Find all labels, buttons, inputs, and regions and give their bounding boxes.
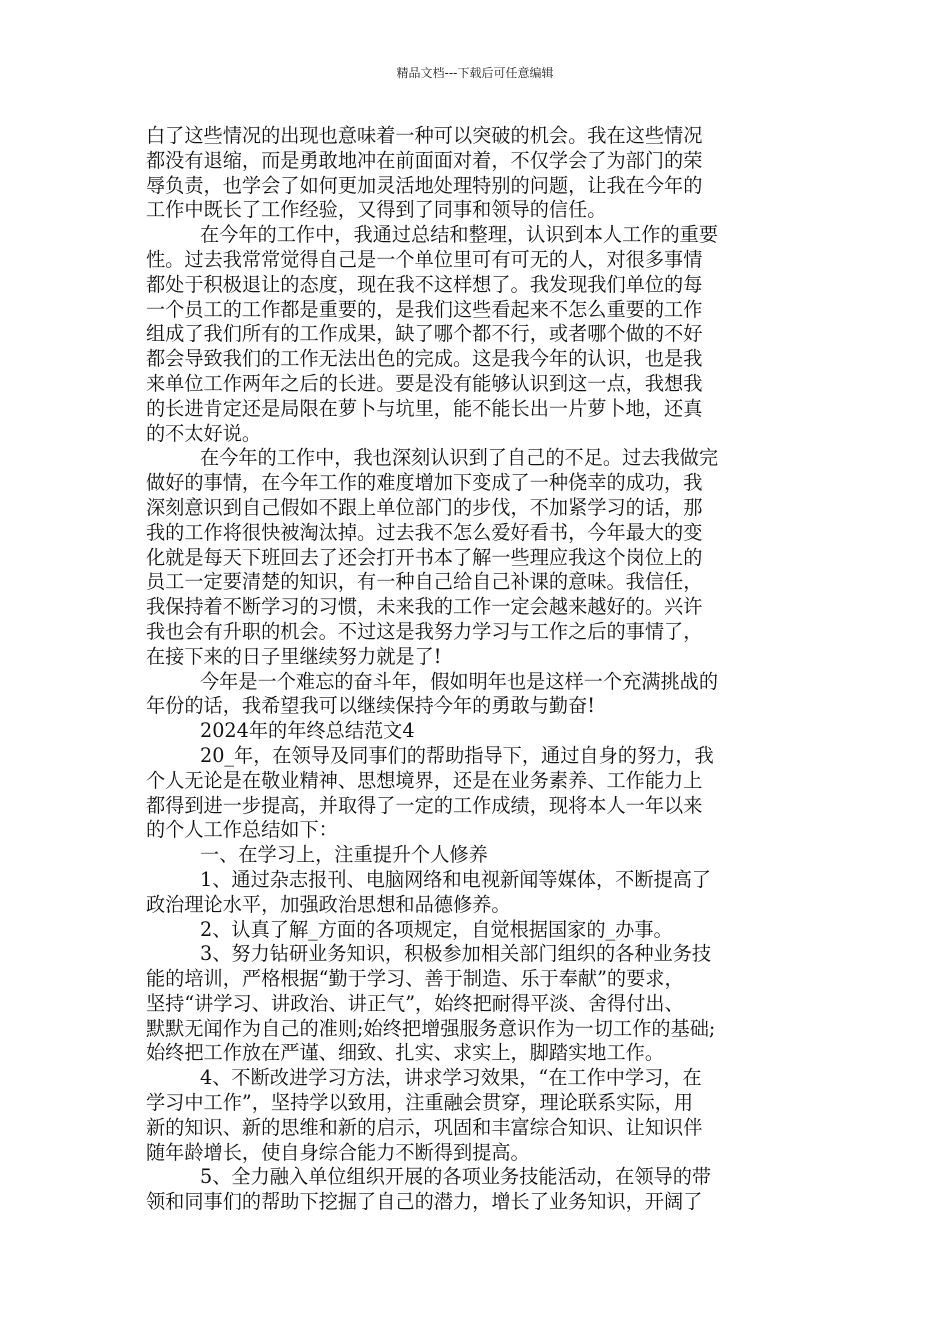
text-line: 在今年的工作中，我通过总结和整理，认识到本人工作的重要 bbox=[200, 223, 719, 247]
text-line: 2024年的年终总结范文4 bbox=[200, 719, 415, 743]
text-line: 组成了我们所有的工作成果，缺了哪个都不行，或者哪个做的不好 bbox=[146, 322, 703, 346]
text-line: 默默无闻作为自己的准则;始终把增强服务意识作为一切工作的基础; bbox=[146, 1016, 716, 1040]
text-line: 我也会有升职的机会。不过这是我努力学习与工作之后的事情了， bbox=[146, 619, 703, 643]
text-line: 1、通过杂志报刊、电脑网络和电视新闻等媒体，不断提高了 bbox=[200, 867, 712, 891]
text-line: 始终把工作放在严谨、细致、扎实、求实上，脚踏实地工作。 bbox=[146, 1041, 665, 1065]
text-line: 随年龄增长，使自身综合能力不断得到提高。 bbox=[146, 1140, 530, 1164]
document-body bbox=[146, 124, 818, 1215]
text-line: 3、努力钻研业务知识，积极参加相关部门组织的各种业务技 bbox=[200, 942, 712, 966]
text-line: 在今年的工作中，我也深刻认识到了自己的不足。过去我做完 bbox=[200, 446, 719, 470]
text-line: 都处于积极退让的态度，现在我不这样想了。我发现我们单位的每 bbox=[146, 272, 703, 296]
text-line: 化就是每天下班回去了还会打开书本了解一些理应我这个岗位上的 bbox=[146, 545, 703, 569]
text-line: 坚持“讲学习、讲政治、讲正气”，始终把耐得平淡、舍得付出、 bbox=[146, 991, 684, 1015]
text-line: 一个员工的工作都是重要的，是我们这些看起来不怎么重要的工作 bbox=[146, 297, 703, 321]
text-line: 学习中工作”，坚持学以致用，注重融会贯穿，理论联系实际，用 bbox=[146, 1091, 694, 1115]
text-line: 一、在学习上，注重提升个人修养 bbox=[200, 843, 488, 867]
text-line: 今年是一个难忘的奋斗年，假如明年也是这样一个充满挑战的 bbox=[200, 669, 719, 693]
text-line: 5、全力融入单位组织开展的各项业务技能活动，在领导的带 bbox=[200, 1165, 712, 1189]
text-line: 性。过去我常常觉得自己是一个单位里可有可无的人，对很多事情 bbox=[146, 247, 703, 271]
text-line: 做好的事情，在今年工作的难度增加下变成了一种侥幸的成功，我 bbox=[146, 471, 703, 495]
text-line: 新的知识、新的思维和新的启示，巩固和丰富综合知识、让知识伴 bbox=[146, 1115, 703, 1139]
text-line: 能的培训，严格根据“勤于学习、善于制造、乐于奉献”的要求， bbox=[146, 967, 684, 991]
text-line: 4、不断改进学习方法，讲求学习效果，“在工作中学习，在 bbox=[200, 1066, 702, 1090]
text-line: 员工一定要清楚的知识，有一种自己给自己补课的意味。我信任， bbox=[146, 570, 703, 594]
text-line: 都没有退缩，而是勇敢地冲在前面面对着，不仅学会了为部门的荣 bbox=[146, 148, 703, 172]
text-line: 的个人工作总结如下： bbox=[146, 818, 338, 842]
text-line: 我的工作将很快被淘汰掉。过去我不怎么爱好看书，今年最大的变 bbox=[146, 520, 703, 544]
text-line: 年份的话，我希望我可以继续保持今年的勇敢与勤奋! bbox=[146, 694, 596, 718]
text-line: 2、认真了解_方面的各项规定，自觉根据国家的_办事。 bbox=[200, 917, 673, 941]
text-line: 在接下来的日子里继续努力就是了! bbox=[146, 644, 442, 668]
text-line: 我保持着不断学习的习惯，未来我的工作一定会越来越好的。兴许 bbox=[146, 595, 703, 619]
text-line: 工作中既长了工作经验，又得到了同事和领导的信任。 bbox=[146, 198, 607, 222]
text-line: 都会导致我们的工作无法出色的完成。这是我今年的认识，也是我 bbox=[146, 347, 703, 371]
text-line: 领和同事们的帮助下挖掘了自己的潜力，增长了业务知识，开阔了 bbox=[146, 1190, 703, 1214]
text-line: 20_年，在领导及同事们的帮助指导下，通过自身的努力，我 bbox=[200, 743, 714, 767]
text-line: 政治理论水平，加强政治思想和品德修养。 bbox=[146, 892, 511, 916]
text-line: 的不太好说。 bbox=[146, 421, 262, 445]
text-line: 白了这些情况的出现也意味着一种可以突破的机会。我在这些情况 bbox=[146, 124, 703, 147]
text-line: 辱负责，也学会了如何更加灵活地处理特别的问题，让我在今年的 bbox=[146, 173, 703, 197]
text-line: 都得到进一步提高，并取得了一定的工作成绩，现将本人一年以来 bbox=[146, 793, 703, 817]
text-line: 个人无论是在敬业精神、思想境界，还是在业务素养、工作能力上 bbox=[146, 768, 703, 792]
text-line: 的长进肯定还是局限在萝卜与坑里，能不能长出一片萝卜地，还真 bbox=[146, 396, 703, 420]
text-line: 深刻意识到自己假如不跟上单位部门的步伐，不加紧学习的话，那 bbox=[146, 495, 703, 519]
page-header: 精品文档---下载后可任意编辑 bbox=[396, 66, 554, 80]
text-line: 来单位工作两年之后的长进。要是没有能够认识到这一点，我想我 bbox=[146, 371, 703, 395]
